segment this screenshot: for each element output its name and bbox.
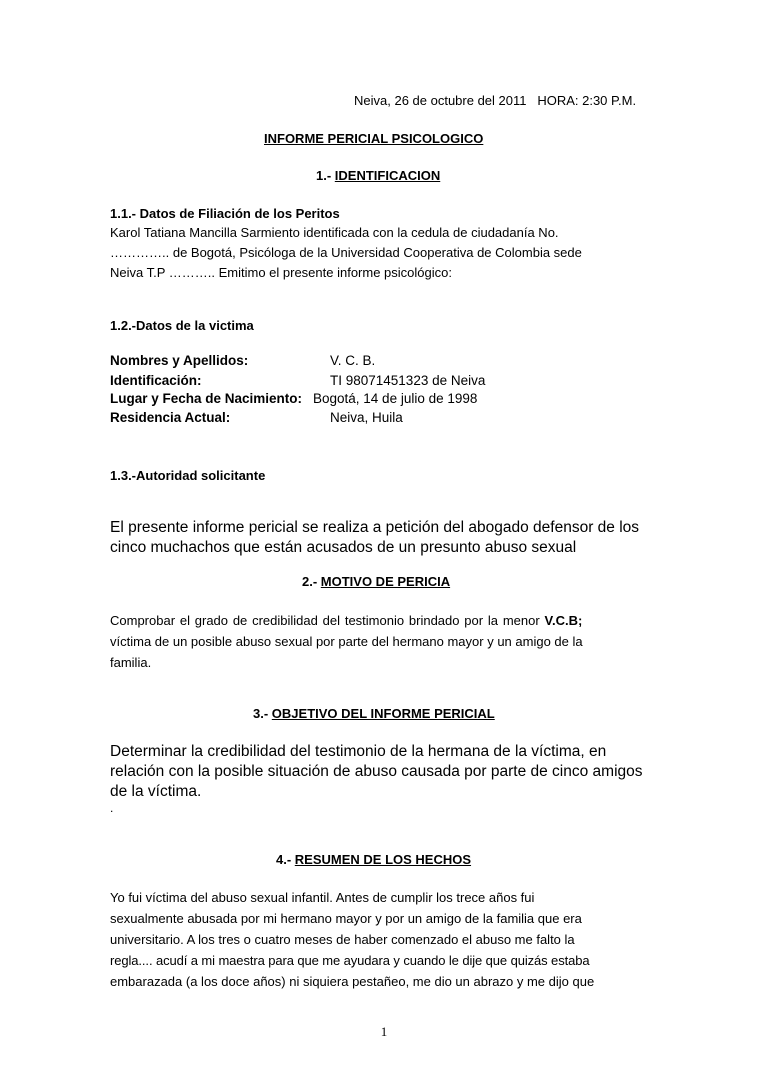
- paragraph-line: Karol Tatiana Mancilla Sarmiento identificada con la cedula de ciudadanía No.: [110, 225, 559, 240]
- document-title: INFORME PERICIAL PSICOLOGICO: [264, 131, 484, 146]
- section-1-number: 1.-: [316, 168, 335, 183]
- victim-data-row: [110, 373, 670, 393]
- paragraph-line: El presente informe pericial se realiza a petición del abogado defensor de los: [110, 519, 640, 536]
- section-2-number: 2.-: [302, 574, 321, 589]
- section-4-paragraph: [110, 887, 658, 992]
- victim-data-value: Neiva, Huila: [330, 410, 403, 425]
- section-1-3-paragraph: [110, 518, 658, 558]
- section-3-title: OBJETIVO DEL INFORME PERICIAL: [271, 706, 495, 721]
- paragraph-line: Neiva T.P ……….. Emitimo el presente informe psicológico:: [110, 265, 452, 280]
- victim-data-row: [110, 410, 670, 430]
- section-4-heading: [276, 852, 471, 867]
- section-1-title: IDENTIFICACION: [334, 168, 441, 183]
- section-2-heading: [302, 574, 450, 589]
- paragraph-line: cinco muchachos que están acusados de un presunto abuso sexual: [110, 539, 577, 556]
- victim-data-label: Lugar y Fecha de Nacimiento:: [110, 391, 303, 406]
- paragraph-line: sexualmente abusada por mi hermano mayor y por un amigo de la familia que era: [110, 911, 582, 926]
- paragraph-line: de la víctima.: [110, 783, 202, 800]
- section-2-paragraph: [110, 610, 658, 673]
- motive-text: Comprobar el grado de credibilidad del testimonio brindado por la menor: [110, 613, 545, 628]
- paragraph-line: [110, 610, 658, 631]
- section-1-2-heading: 1.2.-Datos de la victima: [110, 318, 254, 333]
- paragraph-line: ………….. de Bogotá, Psicóloga de la Universidad Cooperativa de Colombia sede: [110, 245, 582, 260]
- paragraph-line: relación con la posible situación de abuso causada por parte de cinco amigos: [110, 763, 643, 780]
- victim-data-row: [110, 391, 670, 411]
- victim-data-row: [110, 353, 670, 373]
- section-4-title: RESUMEN DE LOS HECHOS: [294, 852, 472, 867]
- paragraph-line: Determinar la credibilidad del testimonio de la hermana de la víctima, en: [110, 743, 607, 760]
- victim-data-label: Identificación:: [110, 373, 202, 388]
- section-3-paragraph: [110, 742, 658, 815]
- section-3-number: 3.-: [253, 706, 272, 721]
- victim-data-value: Bogotá, 14 de julio de 1998: [313, 391, 478, 406]
- section-2-title: MOTIVO DE PERICIA: [320, 574, 451, 589]
- section-1-heading: [316, 168, 440, 183]
- section-1-3-heading: 1.3.-Autoridad solicitante: [110, 468, 266, 483]
- paragraph-line: familia.: [110, 655, 152, 670]
- paragraph-line: .: [110, 801, 114, 815]
- paragraph-line: víctima de un posible abuso sexual por parte del hermano mayor y un amigo de la: [110, 634, 583, 649]
- paragraph-line: Yo fui víctima del abuso sexual infantil. Antes de cumplir los trece años fui: [110, 890, 535, 905]
- section-1-1-heading: 1.1.- Datos de Filiación de los Peritos: [110, 206, 340, 221]
- victim-data-value: V. C. B.: [330, 353, 376, 368]
- date-time-line: Neiva, 26 de octubre del 2011 HORA: 2:30 P.M.: [354, 93, 637, 108]
- section-1-1-paragraph: [110, 223, 658, 283]
- paragraph-line: embarazada (a los doce años) ni siquiera pestañeo, me dio un abrazo y me dijo que: [110, 974, 595, 989]
- section-3-heading: [253, 706, 495, 721]
- victim-data-value: TI 98071451323 de Neiva: [330, 373, 486, 388]
- page-number: 1: [380, 1024, 388, 1039]
- paragraph-line: regla.... acudí a mi maestra para que me ayudara y cuando le dije que quizás estaba: [110, 953, 590, 968]
- victim-initials: V.C.B;: [544, 613, 583, 628]
- victim-data-label: Nombres y Apellidos:: [110, 353, 249, 368]
- section-4-number: 4.-: [276, 852, 295, 867]
- victim-data-label: Residencia Actual:: [110, 410, 231, 425]
- paragraph-line: universitario. A los tres o cuatro meses de haber comenzado el abuso me falto la: [110, 932, 575, 947]
